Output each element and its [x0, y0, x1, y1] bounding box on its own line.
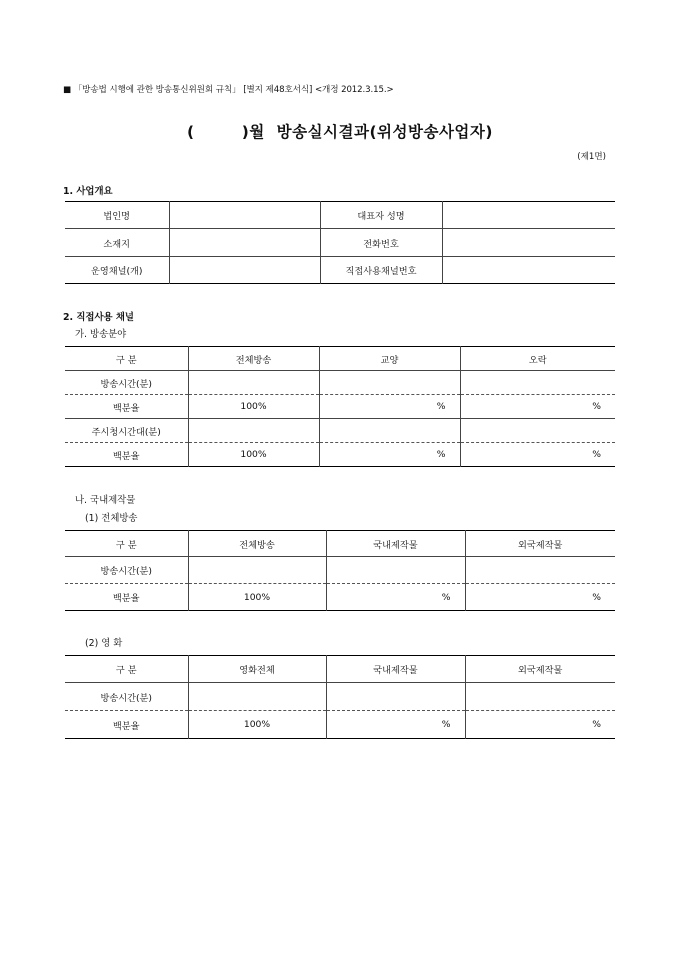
- table-row: [65, 584, 615, 611]
- table-row: [65, 371, 615, 395]
- table-header-row: [65, 656, 615, 683]
- subsection-a-title: 가. 방송분야: [75, 329, 127, 340]
- header-foreign: 외국제작물: [465, 656, 615, 683]
- header-total: 전체방송: [188, 531, 326, 557]
- table-row: [65, 419, 615, 443]
- cell-entertainment[interactable]: %: [460, 395, 615, 419]
- field-channel-number[interactable]: [442, 257, 615, 284]
- table-row: [65, 683, 615, 711]
- table-header-row: [65, 347, 615, 371]
- row-label: 주시청시간대(분): [65, 419, 188, 443]
- cell-domestic[interactable]: [326, 683, 465, 711]
- cell-entertainment[interactable]: %: [460, 443, 615, 467]
- form-header-note: ■ 「방송법 시행에 관한 방송통신위원회 규칙」 [별지 제48호서식] <개정 2012.3.15.>: [63, 85, 394, 95]
- header-foreign: 외국제작물: [465, 531, 615, 557]
- cell-total[interactable]: [188, 371, 319, 395]
- header-category: 구 분: [65, 531, 188, 557]
- row-label: 백분율: [112, 720, 140, 732]
- row-label: 백분율: [112, 593, 140, 604]
- header-domestic: 국내제작물: [326, 656, 465, 683]
- section2-title: 2. 직접사용 채널: [63, 312, 134, 323]
- field-phone[interactable]: [442, 229, 615, 257]
- film-table: [65, 655, 615, 739]
- table-row: [65, 229, 615, 257]
- label-channel-number: 직접사용채널번호: [320, 257, 442, 284]
- row-label: 방송시간(분): [65, 557, 188, 584]
- header-film-total: 영화전체: [188, 656, 326, 683]
- row-label: 백분율: [65, 395, 188, 419]
- cell-film-total[interactable]: 100%: [188, 711, 326, 739]
- row-label: 백분율: [112, 450, 140, 462]
- row-label: 방송시간(분): [65, 371, 188, 395]
- label-channel-count: 운영채널(개): [90, 266, 143, 277]
- table-row: [65, 711, 615, 739]
- field-rep-name[interactable]: [442, 202, 615, 229]
- subsection-b2-title: (2) 영 화: [85, 638, 123, 649]
- table-row: [65, 557, 615, 584]
- domestic-production-table: [65, 530, 615, 611]
- page-number-label: (제1면): [577, 152, 606, 162]
- cell-domestic[interactable]: %: [326, 584, 465, 611]
- cell-foreign[interactable]: %: [465, 584, 615, 611]
- row-label: 방송시간(분): [65, 683, 188, 711]
- cell-film-total[interactable]: [188, 683, 326, 711]
- cell-entertainment[interactable]: [460, 371, 615, 395]
- label-rep-name: 대표자 성명: [320, 202, 442, 229]
- header-total: 전체방송: [188, 347, 319, 371]
- cell-domestic[interactable]: %: [326, 711, 465, 739]
- cell-culture[interactable]: [319, 419, 460, 443]
- cell-total[interactable]: 100%: [188, 584, 326, 611]
- label-address: 소재지: [65, 229, 169, 257]
- cell-culture[interactable]: [319, 371, 460, 395]
- section1-title: 1. 사업개요: [63, 186, 113, 197]
- table-row: [65, 202, 615, 229]
- header-category: 구 분: [65, 656, 188, 683]
- cell-entertainment[interactable]: [460, 419, 615, 443]
- page-title: ( )월 방송실시결과(위성방송사업자): [187, 123, 493, 141]
- table-row: [65, 257, 615, 284]
- subsection-b1-title: (1) 전체방송: [85, 513, 138, 524]
- cell-total[interactable]: [188, 557, 326, 584]
- cell-total[interactable]: 100%: [188, 395, 319, 419]
- field-corp-name[interactable]: [169, 202, 320, 229]
- header-category: 구 분: [65, 347, 188, 371]
- cell-domestic[interactable]: [326, 557, 465, 584]
- cell-total[interactable]: [188, 419, 319, 443]
- table-header-row: [65, 531, 615, 557]
- subsection-b-title: 나. 국내제작물: [75, 495, 136, 506]
- table-row: [65, 443, 615, 467]
- header-domestic: 국내제작물: [326, 531, 465, 557]
- broadcast-field-table: [65, 346, 615, 467]
- header-culture: 교양: [319, 347, 460, 371]
- field-address[interactable]: [169, 229, 320, 257]
- cell-culture[interactable]: %: [319, 395, 460, 419]
- business-overview-table: [65, 201, 615, 284]
- cell-foreign[interactable]: [465, 557, 615, 584]
- label-phone: 전화번호: [320, 229, 442, 257]
- table-row: [65, 395, 615, 419]
- cell-foreign[interactable]: [465, 683, 615, 711]
- cell-foreign[interactable]: %: [465, 711, 615, 739]
- cell-total[interactable]: 100%: [188, 443, 319, 467]
- header-entertainment: 오락: [460, 347, 615, 371]
- field-channel-count[interactable]: [169, 257, 320, 284]
- cell-culture[interactable]: %: [319, 443, 460, 467]
- label-corp-name: 법인명: [65, 202, 169, 229]
